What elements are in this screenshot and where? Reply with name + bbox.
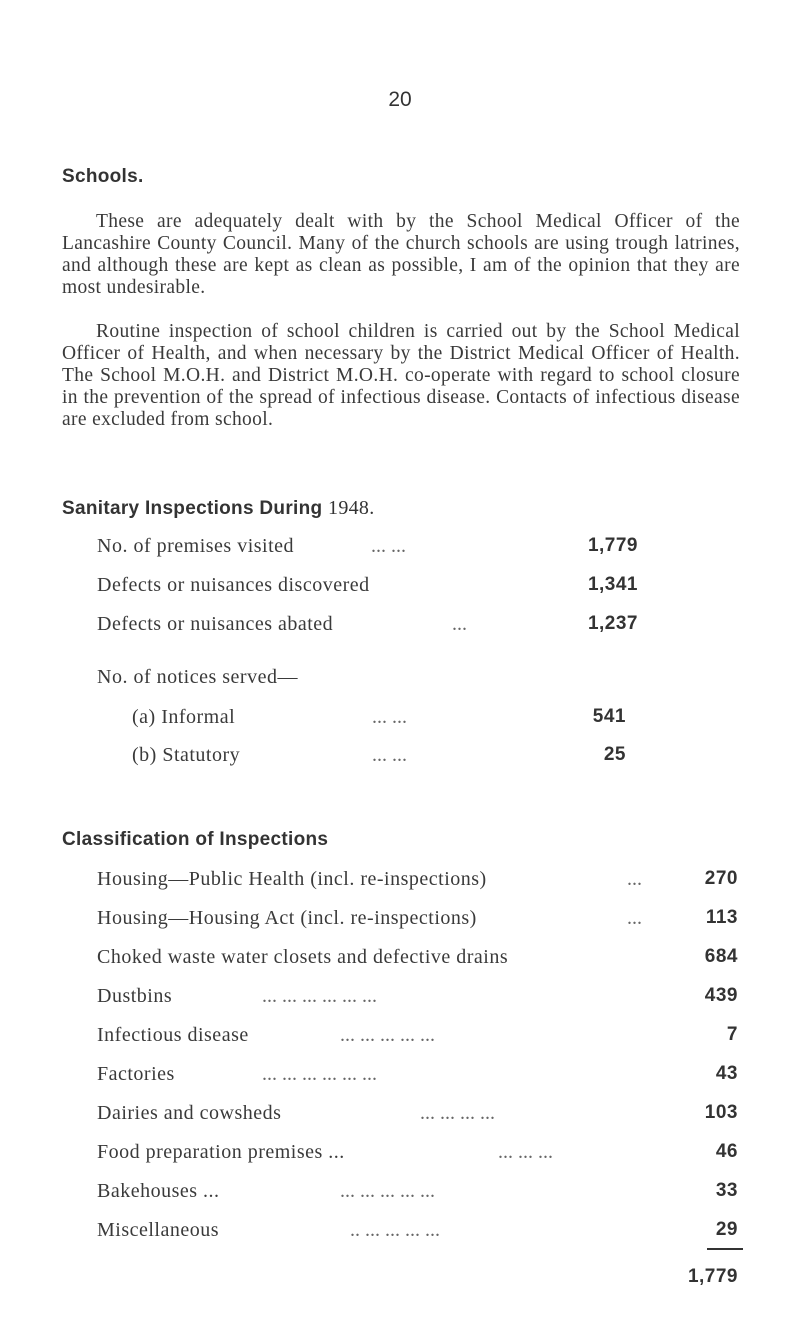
row-dots: ...	[452, 613, 467, 635]
row-dots: ... ... ... ... ...	[340, 1180, 435, 1202]
row-label: Food preparation premises ...	[97, 1141, 345, 1163]
row-label: No. of premises visited	[97, 535, 295, 557]
row-label: Miscellaneous	[97, 1219, 220, 1241]
schools-heading: Schools.	[62, 166, 144, 187]
row-label: Housing—Housing Act (incl. re-inspections)	[97, 907, 477, 929]
classification-row	[0, 1180, 800, 1206]
row-label: Defects or nuisances abated	[97, 613, 334, 635]
notices-served-label	[97, 666, 597, 692]
row-dots: .. ... ... ... ...	[350, 1219, 440, 1241]
classification-row	[0, 907, 800, 933]
notices-row-statutory	[0, 744, 800, 770]
row-value: 1,779	[587, 535, 638, 556]
row-value: 1,341	[587, 574, 638, 595]
classification-row	[0, 1219, 800, 1245]
classification-row	[0, 1102, 800, 1128]
row-label: Defects or nuisances discovered	[97, 574, 370, 596]
total-rule	[707, 1248, 743, 1250]
row-value: 29	[715, 1219, 738, 1240]
row-value: 103	[704, 1102, 738, 1123]
sanitary-row-defects-abated	[0, 613, 800, 639]
row-label: No. of notices served—	[97, 666, 298, 688]
row-dots: ... ...	[372, 744, 407, 766]
row-label: Dairies and cowsheds	[97, 1102, 282, 1124]
row-value: 33	[715, 1180, 738, 1201]
row-label: Bakehouses ...	[97, 1180, 220, 1202]
sanitary-row-defects-discovered	[0, 574, 800, 600]
row-value: 1,237	[587, 613, 638, 634]
row-value: 43	[715, 1063, 738, 1084]
row-label: Factories	[97, 1063, 175, 1085]
row-dots: ... ... ... ... ... ...	[262, 1063, 377, 1085]
sanitary-row-premises-visited	[0, 535, 800, 561]
row-dots: ... ... ... ... ... ...	[262, 985, 377, 1007]
row-dots: ... ...	[372, 706, 407, 728]
page-number: 20	[388, 88, 412, 111]
row-label: (a) Informal	[132, 706, 236, 728]
row-dots: ... ... ...	[498, 1141, 553, 1163]
row-label: Choked waste water closets and defective drains	[97, 946, 509, 968]
row-value: 25	[603, 744, 626, 765]
classification-row	[0, 868, 800, 894]
row-dots: ... ... ... ... ...	[340, 1024, 435, 1046]
classification-row	[0, 1024, 800, 1050]
classification-row	[0, 985, 800, 1011]
classification-row	[0, 1141, 800, 1167]
classification-heading: Classification of Inspections	[62, 829, 329, 850]
schools-paragraph-1: These are adequately dealt with by the School Medical Officer of the Lancashire County Council. Many of the church schools are using trough latrines, and although these are kept as clean as possible, I am of the opinion that they are most undesirable.	[62, 211, 740, 298]
sanitary-heading-text: Sanitary Inspections During	[62, 498, 323, 519]
total-value: 1,779	[687, 1266, 738, 1287]
sanitary-heading-year: 1948.	[328, 497, 375, 519]
row-dots: ... ... ... ...	[420, 1102, 495, 1124]
row-value: 7	[726, 1024, 738, 1045]
row-dots: ... ...	[371, 535, 406, 557]
row-dots: ...	[627, 868, 642, 890]
notices-row-informal	[0, 706, 800, 732]
row-value: 684	[704, 946, 738, 967]
sanitary-inspections-heading	[62, 497, 375, 520]
row-label: (b) Statutory	[132, 744, 241, 766]
classification-row	[0, 1063, 800, 1089]
row-value: 46	[715, 1141, 738, 1162]
classification-row	[0, 946, 800, 972]
row-label: Dustbins	[97, 985, 173, 1007]
row-dots: ...	[627, 907, 642, 929]
row-value: 270	[704, 868, 738, 889]
schools-paragraph-2: Routine inspection of school children is carried out by the School Medical Officer of Health, and when necessary by the District Medical Officer of Health. The School M.O.H. and District M.O.H. co-operate with regard to school closure in the prevention of the spread of infectious disease. Contacts of infectious disease are excluded from school.	[62, 321, 740, 430]
classification-total	[0, 1266, 800, 1292]
row-value: 541	[592, 706, 626, 727]
row-label: Housing—Public Health (incl. re-inspections)	[97, 868, 487, 890]
row-value: 439	[704, 985, 738, 1006]
row-label: Infectious disease	[97, 1024, 249, 1046]
row-value: 113	[705, 907, 738, 928]
